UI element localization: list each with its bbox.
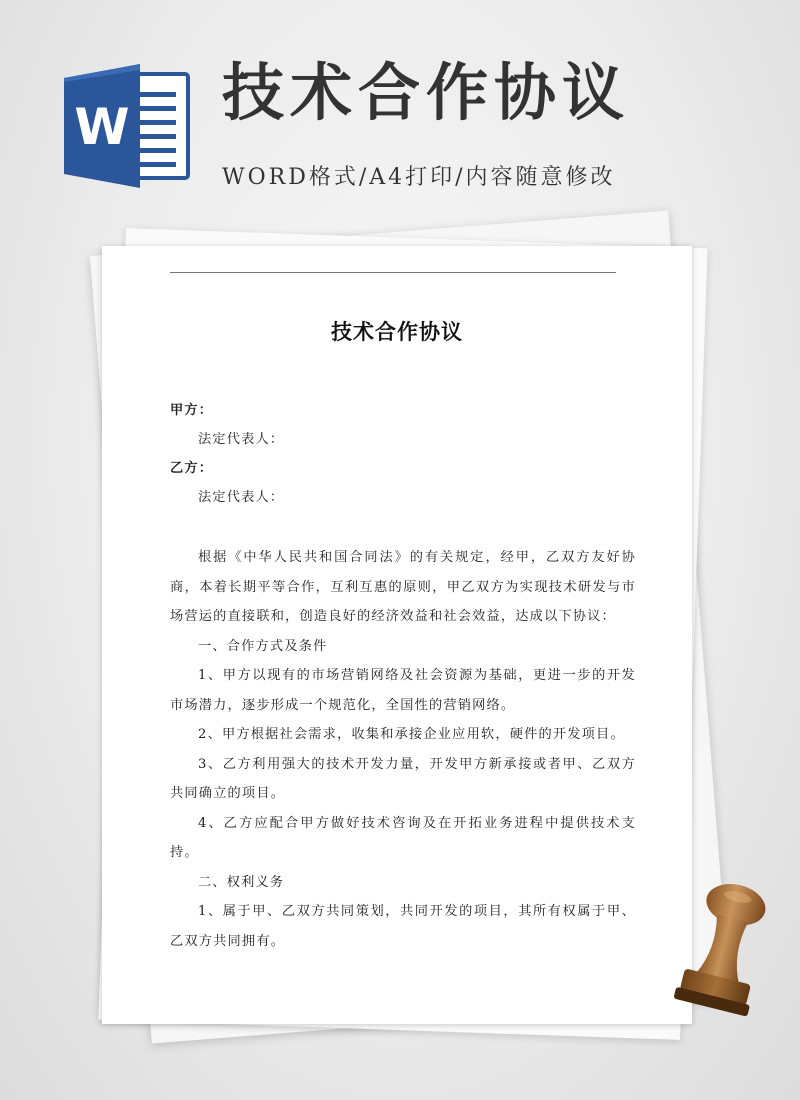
header-rule (170, 272, 616, 273)
section-1-item: 4、乙方应配合甲方做好技术咨询及在开拓业务进程中提供技术支持。 (170, 815, 636, 860)
intro-paragraph: 根据《中华人民共和国合同法》的有关规定，经甲，乙双方友好协商，本着长期平等合作，互利互惠的原则，甲乙双方为实现技术研发与市场营运的直接联和，创造良好的经济效益和社会效益，达成以下协议： (170, 550, 636, 624)
party-b-label: 乙方： (170, 461, 214, 476)
section-1-item: 2、甲方根据社会需求，收集和承接企业应用软，硬件的开发项目。 (198, 727, 625, 742)
section-1-heading: 一、合作方式及条件 (198, 638, 328, 654)
word-logo-letter: W (74, 98, 130, 156)
party-a-representative: 法定代表人： (198, 432, 285, 447)
party-a-label: 甲方： (170, 403, 214, 418)
word-logo-icon (64, 64, 192, 188)
document-title: 技术合作协议 (331, 320, 463, 344)
document-body (170, 396, 636, 956)
page-headline: 技术合作协议 (222, 56, 631, 129)
section-2-item: 1、属于甲、乙双方共同策划，共同开发的项目，其所有权属于甲、乙双方共同拥有。 (170, 904, 636, 949)
document-page (102, 246, 692, 1024)
wooden-stamp-icon (648, 880, 778, 1030)
section-1-item: 3、乙方利用强大的技术开发力量，开发甲方新承接或者甲、乙双方共同确立的项目。 (170, 756, 636, 801)
section-1-item: 1、甲方以现有的市场营销网络及社会资源为基础，更进一步的开发市场潜力，逐步形成一个规范化，全国性的营销网络。 (170, 668, 636, 713)
section-2-heading: 二、权利义务 (198, 874, 285, 890)
page-subheadline: WORD格式/A4打印/内容随意修改 (222, 165, 616, 190)
party-b-representative: 法定代表人： (198, 490, 285, 505)
